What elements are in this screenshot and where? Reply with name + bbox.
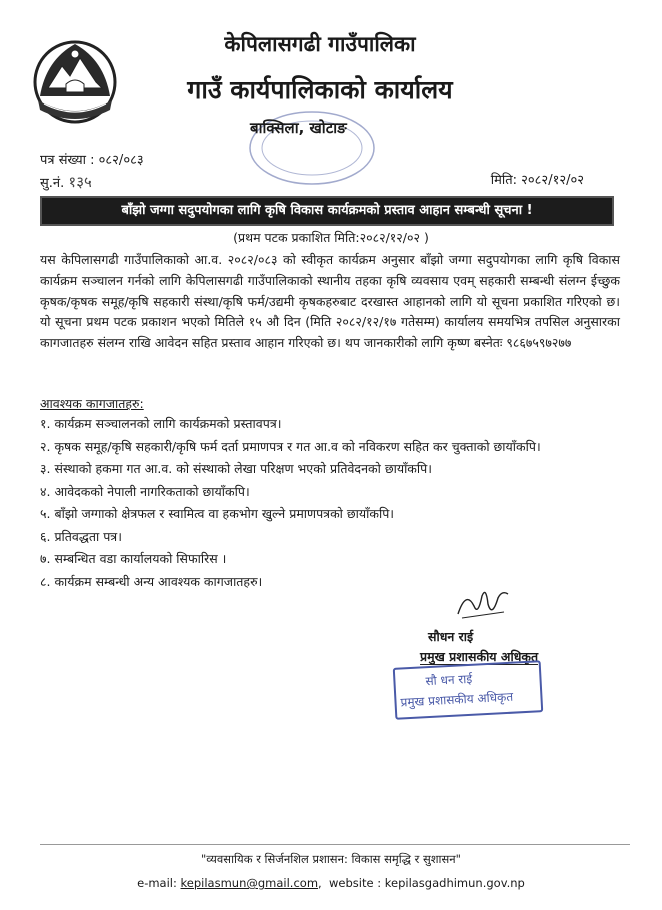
office-title: गाउँ कार्यपालिकाको कार्यालय bbox=[187, 75, 453, 104]
office-name: केपिलासगढी गाउँपालिका bbox=[224, 32, 416, 56]
dispatch-number-label: सु.नं. bbox=[40, 176, 65, 191]
list-item: ७. सम्बन्धित वडा कार्यालयको सिफारिस । bbox=[40, 551, 227, 566]
date-label: मिति: bbox=[490, 173, 518, 188]
dispatch-number bbox=[40, 172, 92, 192]
signer-name: सौधन राई bbox=[428, 629, 474, 644]
list-item: ५. बाँझो जग्गाको क्षेत्रफल र स्वामित्व वा हकभोग खुल्ने प्रमाणपत्रको छायाँकपि। bbox=[40, 506, 395, 521]
notice-title: बाँझो जग्गा सदुपयोगका लागि कृषि विकास कार्यक्रमको प्रस्ताव आहान सम्बन्धी सूचना ! bbox=[40, 196, 614, 226]
list-item: २. कृषक समूह/कृषि सहकारी/कृषि फर्म दर्ता प्रमाणपत्र र गत आ.व को नविकरण सहित कर चुक्ताको छायाँकपि। bbox=[40, 438, 541, 454]
notice-body: यस केपिलासगढी गाउँपालिकाको आ.व. २०८२/०८३ को स्वीकृत कार्यक्रम अनुसार बाँझो जग्गा सदुपयोगका लागि कृषि विकास कार्यक्रम सञ्चालन गर्नको लागि केपिलासगढी गाउँपालिकाको स्थानीय तहका कृषि व्यवसाय एवम् सहकारी सम्बन्धी संलग्न ईच्छुक कृषक/कृषक समूह/कृषि सहकारी संस्था/कृषि फर्म/उद्यमी कृषकहरुबाट दरखास्त आहानको लागि यो सूचना प्रकाशित गरिएको छ। यो सूचना प्रथम पटक प्रकाशन भएको मितिले १५ औ दिन (मिति २०८२/१२/१७ गतेसम्म) कार्यालय समयभित्र तपसिल अनुसारका कागजातहरु संलग्न राखि आवेदन सहित प्रस्ताव आहान गरिएको छ। थप जानकारीको लागि कृष्ण बस्नेतः ९८६७५९७२७७ bbox=[40, 252, 620, 351]
list-item: १. कार्यक्रम सञ्चालनको लागि कार्यक्रमको प्रस्तावपत्र। bbox=[40, 416, 282, 431]
requirements-heading: आवश्यक कागजातहरु: bbox=[40, 396, 144, 411]
office-address: बाक्सिला, खोटाङ bbox=[250, 119, 347, 137]
government-emblem-logo bbox=[26, 30, 124, 128]
designation-stamp bbox=[393, 660, 544, 720]
letter-number bbox=[40, 150, 144, 168]
dispatch-number-value: १३५ bbox=[68, 173, 92, 191]
list-item: ३. संस्थाको हकमा गत आ.व. को संस्थाको लेखा परिक्षण भएको प्रतिवेदनको छायाँकपि। bbox=[40, 461, 432, 476]
publication-note: (प्रथम पटक प्रकाशित मिति:२०८२/१२/०२ ) bbox=[233, 230, 429, 245]
website-link[interactable]: kepilasgadhimun.gov.np bbox=[384, 876, 525, 890]
email-label: e-mail: bbox=[137, 876, 177, 890]
letter-number-value: ०८२/०८३ bbox=[98, 153, 144, 168]
email-link[interactable]: kepilasmun@gmail.com bbox=[180, 876, 319, 890]
letter-date bbox=[491, 170, 584, 188]
list-item: ६. प्रतिवद्धता पत्र। bbox=[40, 528, 122, 544]
stamp-name: सौ धन राई bbox=[425, 671, 473, 689]
handwritten-signature bbox=[452, 584, 512, 624]
footer-motto: "व्यवसायिक र सिर्जनशिल प्रशासन: विकास समृद्धि र सुशासन" bbox=[201, 852, 461, 866]
footer-divider bbox=[40, 844, 630, 845]
list-item: ४. आवेदकको नेपाली नागरिकताको छायाँकपि। bbox=[40, 483, 250, 499]
date-value: २०८२/१२/०२ bbox=[521, 173, 584, 188]
signer-designation: प्रमुख प्रशासकीय अधिकृत bbox=[420, 649, 539, 664]
requirements-list bbox=[40, 414, 600, 594]
footer-contact: e-mail: kepilasmun@gmail.com, website : kepilasgadhimun.gov.np bbox=[137, 876, 525, 890]
list-item: ८. कार्यक्रम सम्बन्धी अन्य आवश्यक कागजातहरु। bbox=[40, 573, 263, 589]
website-label: website : bbox=[329, 876, 382, 890]
letter-number-label: पत्र संख्या : bbox=[40, 153, 95, 168]
stamp-designation: प्रमुख प्रशासकीय अधिकृत bbox=[400, 689, 514, 710]
